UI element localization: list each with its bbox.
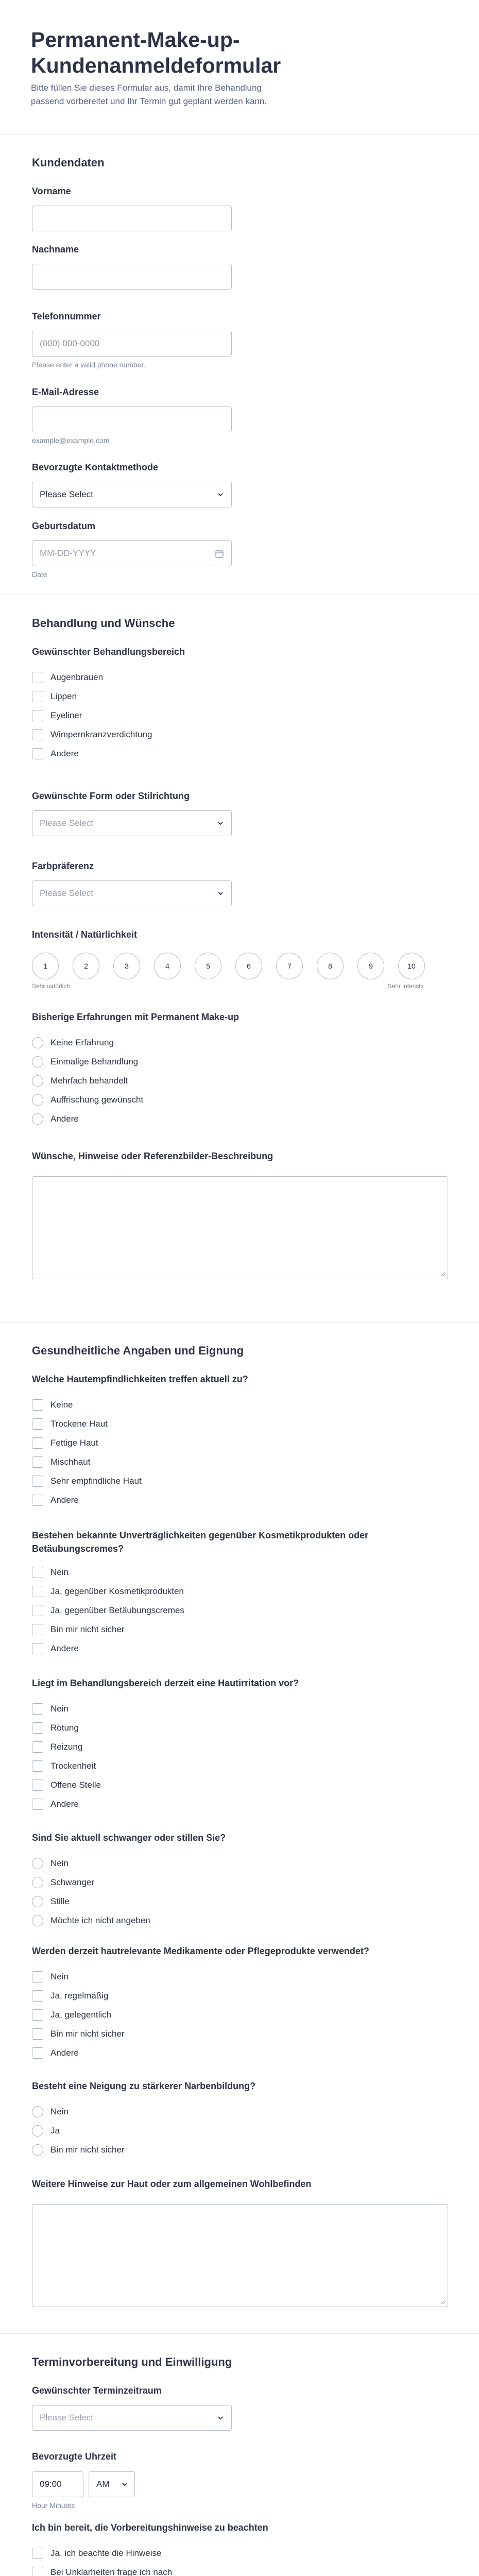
checkbox-option[interactable] (32, 2043, 447, 2062)
checkbox-option[interactable] (32, 1433, 447, 1452)
radio-option[interactable] (32, 1033, 447, 1052)
field-kontaktmethode (32, 462, 447, 521)
scale-option[interactable]: 7 (276, 953, 303, 979)
geburtsdatum-hint: Date (32, 570, 47, 579)
radio-option[interactable] (32, 1090, 447, 1109)
checkbox[interactable] (32, 1495, 43, 1506)
radio-button[interactable] (32, 2106, 43, 2117)
field-vorbereitung (32, 2522, 447, 2576)
label-terminzeitraum: Gewünschter Terminzeitraum (32, 2385, 162, 2396)
behandlungsbereich-options (32, 668, 447, 763)
option-label: Auffrischung gewünscht (50, 1094, 144, 1105)
section-title-behandlung: Behandlung und Wünsche (32, 617, 175, 630)
resize-grip-icon[interactable] (440, 1272, 446, 1277)
checkbox[interactable] (32, 1605, 43, 1616)
checkbox[interactable] (32, 1703, 43, 1715)
checkbox[interactable] (32, 2028, 43, 2040)
field-form-stil (32, 791, 447, 861)
radio-button[interactable] (32, 1858, 43, 1869)
checkbox-option[interactable] (32, 1794, 447, 1814)
field-uhrzeit (32, 2451, 447, 2522)
field-medikamente (32, 1946, 447, 2081)
ampm-select[interactable] (89, 2471, 135, 2497)
section-termin (0, 2334, 479, 2576)
option-label: Möchte ich nicht angeben (50, 1915, 150, 1925)
wuensche-textarea[interactable] (32, 1176, 448, 1279)
radio-button[interactable] (32, 2125, 43, 2137)
label-weitere-hinweise: Weitere Hinweise zur Haut oder zum allgemeinen Wohlbefinden (32, 2179, 312, 2189)
checkbox[interactable] (32, 1567, 43, 1578)
option-label: Andere (50, 1799, 79, 1809)
irritation-options (32, 1699, 447, 1814)
option-label: Ja (50, 2125, 60, 2136)
checkbox[interactable] (32, 729, 43, 740)
label-uhrzeit: Bevorzugte Uhrzeit (32, 2451, 117, 2462)
option-label: Ja, gegenüber Betäubungscremes (50, 1605, 184, 1615)
option-label: Nein (50, 2106, 69, 2116)
label-farbpraeferenz: Farbpräferenz (32, 861, 94, 871)
field-intensitaet (32, 929, 447, 1012)
radio-button[interactable] (32, 1094, 43, 1106)
checkbox[interactable] (32, 1437, 43, 1449)
checkbox-option[interactable] (32, 1452, 447, 1471)
scale-option[interactable]: 8 (317, 953, 344, 979)
vorname-input[interactable] (32, 206, 232, 231)
form-title: Permanent-Make-up-Kundenanmeldeformular (31, 28, 281, 77)
checkbox-option[interactable] (32, 1471, 447, 1490)
chevron-down-icon (217, 890, 224, 897)
kontaktmethode-select[interactable] (32, 482, 232, 507)
option-label: Mischhaut (50, 1456, 91, 1467)
erfahrung-options (32, 1033, 447, 1128)
checkbox[interactable] (32, 1586, 43, 1597)
checkbox-option[interactable] (32, 1620, 447, 1639)
section-behandlung (0, 595, 479, 1322)
checkbox-option[interactable] (32, 668, 447, 687)
option-label: Wimpernkranzverdichtung (50, 729, 152, 739)
option-label: Augenbrauen (50, 672, 104, 682)
form-subtitle: Bitte füllen Sie dieses Formular aus, damit Ihre Behandlung passend vorbereitet und Ihr Termin gut geplant werden kann. (31, 83, 267, 106)
kontaktmethode-value: Please Select (40, 489, 93, 499)
label-vorbereitung: Ich bin bereit, die Vorbereitungshinweise zu beachten (32, 2522, 268, 2533)
label-schwanger: Sind Sie aktuell schwanger oder stillen Sie? (32, 1833, 226, 1843)
option-label: Andere (50, 1113, 79, 1124)
label-medikamente: Werden derzeit hautrelevante Medikamente oder Pflegeprodukte verwendet? (32, 1946, 369, 1956)
radio-option[interactable] (32, 1892, 447, 1911)
geburtsdatum-placeholder: MM-DD-YYYY (40, 548, 96, 558)
option-label: Offene Stelle (50, 1780, 101, 1790)
checkbox-option[interactable] (32, 1775, 447, 1794)
checkbox[interactable] (32, 1760, 43, 1772)
label-narben: Besteht eine Neigung zu stärkerer Narbenbildung? (32, 2081, 256, 2091)
radio-option[interactable] (32, 2121, 447, 2140)
radio-button[interactable] (32, 1877, 43, 1888)
option-label: Nein (50, 1567, 69, 1577)
option-label: Nein (50, 1858, 69, 1868)
label-telefon: Telefonnummer (32, 311, 101, 321)
field-hautempfindlichkeit (32, 1374, 447, 1529)
radio-option[interactable] (32, 1911, 447, 1930)
scale-option[interactable]: 10 (398, 953, 425, 979)
checkbox[interactable] (32, 748, 43, 759)
email-input[interactable] (32, 406, 232, 432)
form-stil-select[interactable] (32, 810, 232, 836)
option-label: Andere (50, 1643, 79, 1653)
checkbox[interactable] (32, 2009, 43, 2021)
checkbox-option[interactable] (32, 1967, 447, 1986)
option-label: Bin mir nicht sicher (50, 1624, 125, 1634)
narben-options (32, 2102, 447, 2159)
form-stil-value: Please Select (40, 818, 93, 828)
checkbox[interactable] (32, 1780, 43, 1791)
scale-low-label: Sehr natürlich (32, 982, 71, 990)
section-gesundheit (0, 1323, 479, 2333)
option-label: Andere (50, 2047, 79, 2058)
terminzeitraum-select[interactable] (32, 2405, 232, 2431)
section-kundendaten (0, 134, 479, 595)
farbpraeferenz-select[interactable] (32, 880, 232, 906)
checkbox-option[interactable] (32, 1563, 447, 1582)
chevron-down-icon (217, 491, 224, 498)
label-intensitaet: Intensität / Natürlichkeit (32, 929, 138, 940)
scale-legend (32, 982, 423, 990)
radio-option[interactable] (32, 1052, 447, 1071)
scale-high-label: Sehr intensiv (387, 982, 423, 990)
checkbox-option[interactable] (32, 1986, 447, 2005)
checkbox-option[interactable] (32, 1639, 447, 1658)
option-label: Ja, ich beachte die Hinweise (50, 2548, 162, 2558)
checkbox-option[interactable] (32, 687, 447, 706)
terminzeitraum-value: Please Select (40, 2413, 93, 2422)
option-label: Stille (50, 1896, 70, 1906)
label-unvertraeglichkeit: Bestehen bekannte Unverträglichkeiten gegenüber Kosmetikprodukten oder Betäubungscremes? (32, 1530, 369, 1554)
chevron-down-icon (121, 2481, 128, 2488)
scale-option[interactable]: 6 (235, 953, 262, 979)
checkbox-option[interactable] (32, 1582, 447, 1601)
field-erfahrung (32, 1012, 447, 1151)
checkbox-option[interactable] (32, 2563, 447, 2576)
chevron-down-icon (217, 2414, 224, 2421)
telefon-hint: Please enter a valid phone number. (32, 361, 146, 369)
option-label: Ja, regelmäßig (50, 1990, 109, 2001)
weitere-hinweise-textarea[interactable] (32, 2204, 448, 2307)
field-narben (32, 2081, 447, 2179)
checkbox[interactable] (32, 1476, 43, 1487)
label-form-stil: Gewünschte Form oder Stilrichtung (32, 791, 190, 801)
checkbox[interactable] (32, 2548, 43, 2559)
option-label: Trockenheit (50, 1760, 96, 1771)
field-geburtsdatum (32, 521, 447, 595)
checkbox-option[interactable] (32, 744, 447, 763)
option-label: Reizung (50, 1741, 83, 1752)
section-title-kundendaten: Kundendaten (32, 156, 105, 169)
checkbox[interactable] (32, 1741, 43, 1753)
option-label: Trockene Haut (50, 1418, 108, 1429)
scale-option[interactable]: 1 (32, 953, 59, 979)
checkbox-option[interactable] (32, 1490, 447, 1510)
option-label: Mehrfach behandelt (50, 1075, 128, 1086)
scale-option[interactable]: 4 (154, 953, 181, 979)
checkbox[interactable] (32, 1643, 43, 1654)
label-wuensche: Wünsche, Hinweise oder Referenzbilder-Beschreibung (32, 1151, 273, 1161)
checkbox-option[interactable] (32, 1601, 447, 1620)
option-label: Ja, gegenüber Kosmetikprodukten (50, 1586, 184, 1596)
checkbox-option[interactable] (32, 1737, 447, 1756)
geburtsdatum-input[interactable] (32, 540, 232, 566)
field-farbpraeferenz (32, 861, 447, 929)
radio-button[interactable] (32, 1113, 43, 1125)
checkbox-option[interactable] (32, 1414, 447, 1433)
checkbox[interactable] (32, 1722, 43, 1734)
field-schwanger (32, 1833, 447, 1946)
radio-option[interactable] (32, 2102, 447, 2121)
field-behandlungsbereich (32, 647, 447, 791)
field-vorname (32, 186, 447, 244)
intensitaet-scale (32, 953, 447, 979)
nachname-input[interactable] (32, 264, 232, 290)
checkbox-option[interactable] (32, 1699, 447, 1718)
option-label: Bei Unklarheiten frage ich nach (50, 2567, 173, 2576)
field-unvertraeglichkeit (32, 1529, 447, 1678)
checkbox-option[interactable] (32, 2544, 447, 2563)
checkbox-option[interactable] (32, 1756, 447, 1775)
label-email: E-Mail-Adresse (32, 387, 99, 397)
resize-grip-icon[interactable] (440, 2299, 446, 2304)
label-erfahrung: Bisherige Erfahrungen mit Permanent Make-up (32, 1012, 239, 1022)
checkbox[interactable] (32, 1418, 43, 1430)
checkbox[interactable] (32, 1990, 43, 2002)
field-weitere-hinweise (32, 2179, 447, 2333)
option-label: Nein (50, 1971, 69, 1981)
option-label: Schwanger (50, 1877, 95, 1887)
label-kontaktmethode: Bevorzugte Kontaktmethode (32, 462, 159, 472)
checkbox-option[interactable] (32, 725, 447, 744)
radio-button[interactable] (32, 1075, 43, 1087)
option-label: Keine (50, 1399, 73, 1410)
field-hautirritation (32, 1678, 447, 1833)
radio-button[interactable] (32, 1896, 43, 1907)
checkbox[interactable] (32, 1971, 43, 1982)
radio-option[interactable] (32, 1854, 447, 1873)
haut-options (32, 1395, 447, 1510)
radio-button[interactable] (32, 2144, 43, 2156)
section-title-termin: Terminvorbereitung und Einwilligung (32, 2355, 232, 2368)
schwanger-options (32, 1854, 447, 1930)
scale-option[interactable]: 3 (113, 953, 140, 979)
label-hautirritation: Liegt im Behandlungsbereich derzeit eine Hautirritation vor? (32, 1678, 299, 1688)
checkbox-option[interactable] (32, 2005, 447, 2024)
option-label: Sehr empfindliche Haut (50, 1476, 142, 1486)
option-label: Bin mir nicht sicher (50, 2028, 125, 2039)
radio-button[interactable] (32, 1037, 43, 1048)
chevron-down-icon (217, 820, 224, 827)
option-label: Keine Erfahrung (50, 1037, 114, 1047)
option-label: Nein (50, 1703, 69, 1714)
uhrzeit-row (32, 2471, 447, 2497)
checkbox-option[interactable] (32, 706, 447, 725)
scale-option[interactable]: 9 (357, 953, 384, 979)
checkbox[interactable] (32, 2047, 43, 2059)
label-nachname: Nachname (32, 244, 79, 255)
label-hautempfindlichkeit: Welche Hautempfindlichkeiten treffen aktuell zu? (32, 1374, 248, 1384)
field-telefon (32, 311, 447, 387)
checkbox[interactable] (32, 710, 43, 721)
field-wuensche (32, 1151, 447, 1322)
checkbox-option[interactable] (32, 2024, 447, 2043)
telefon-input[interactable]: (000) 000-0000 (32, 331, 232, 357)
checkbox[interactable] (32, 1799, 43, 1810)
checkbox[interactable] (32, 672, 43, 683)
farbpraeferenz-value: Please Select (40, 888, 93, 898)
option-label: Fettige Haut (50, 1437, 98, 1448)
radio-button[interactable] (32, 1056, 43, 1067)
field-email (32, 387, 447, 462)
scale-option[interactable]: 5 (195, 953, 221, 979)
label-vorname: Vorname (32, 186, 71, 196)
option-label: Rötung (50, 1722, 79, 1733)
field-nachname (32, 244, 447, 311)
radio-option[interactable] (32, 2140, 447, 2159)
checkbox[interactable] (32, 1456, 43, 1468)
uhrzeit-input[interactable]: 09:00 (32, 2471, 83, 2497)
label-behandlungsbereich: Gewünschter Behandlungsbereich (32, 647, 185, 657)
checkbox-option[interactable] (32, 1395, 447, 1414)
radio-option[interactable] (32, 1109, 447, 1128)
option-label: Einmalige Behandlung (50, 1056, 139, 1066)
checkbox[interactable] (32, 2567, 43, 2576)
scale-option[interactable]: 2 (73, 953, 99, 979)
medikamente-options (32, 1967, 447, 2062)
option-label: Bin mir nicht sicher (50, 2144, 125, 2155)
email-hint: example@example.com (32, 436, 110, 445)
option-label: Andere (50, 1495, 79, 1505)
form-header (0, 0, 479, 134)
checkbox[interactable] (32, 1624, 43, 1635)
option-label: Ja, gelegentlich (50, 2009, 112, 2020)
section-title-gesundheit: Gesundheitliche Angaben und Eignung (32, 1344, 244, 1357)
checkbox[interactable] (32, 1399, 43, 1411)
option-label: Andere (50, 748, 79, 758)
field-terminzeitraum (32, 2385, 447, 2451)
option-label: Eyeliner (50, 710, 82, 720)
calendar-icon[interactable] (215, 549, 224, 558)
label-geburtsdatum: Geburtsdatum (32, 521, 96, 531)
unvert-options (32, 1563, 447, 1658)
checkbox-option[interactable] (32, 1718, 447, 1737)
radio-option[interactable] (32, 1873, 447, 1892)
uhrzeit-hint: Hour Minutes (32, 2501, 75, 2510)
ampm-value: AM (96, 2479, 110, 2489)
option-label: Lippen (50, 691, 77, 701)
radio-option[interactable] (32, 1071, 447, 1090)
checkbox[interactable] (32, 691, 43, 702)
vorbereitung-options (32, 2544, 447, 2576)
radio-button[interactable] (32, 1915, 43, 1926)
